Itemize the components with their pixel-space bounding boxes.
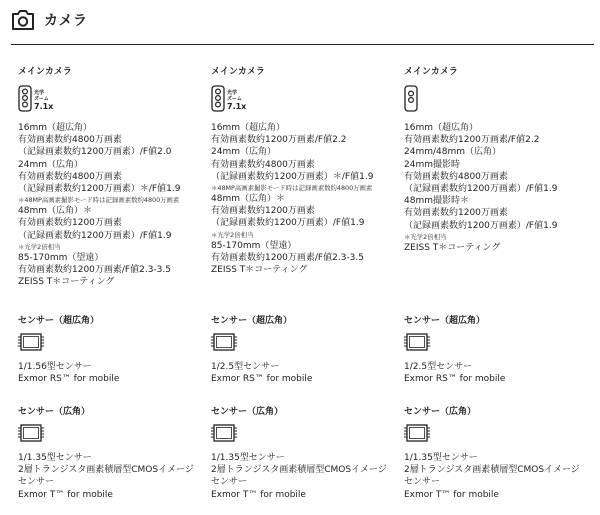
main-camera-title: メインカメラ: [404, 67, 458, 77]
page-title: カメラ: [44, 13, 88, 29]
spec-line: 有効画素数約1200万画素: [211, 206, 315, 217]
spec-footnote: ＊48MP高画素撮影モード時は記録画素数約4800万画素: [18, 196, 180, 205]
spec-list: [211, 122, 373, 276]
spec-line: 有効画素数約1200万画素/F値2.2: [404, 135, 540, 146]
sensor-size: 1/1.35型センサー: [211, 453, 285, 463]
sensor-chip-icon: [18, 332, 44, 352]
sensor-model: Exmor RS™ for mobile: [18, 374, 120, 385]
spec-line: ZEISS T＊コーティング: [211, 264, 308, 275]
spec-line: ZEISS T＊コーティング: [404, 242, 501, 253]
sensor-type: 2層トランジスタ画素積層型CMOSイメージセンサー: [404, 465, 580, 488]
sensor-model: Exmor RS™ for mobile: [404, 374, 506, 385]
sensor-size: 1/1.56型センサー: [18, 362, 92, 372]
spec-line: 48mm（広角）＊: [18, 206, 92, 217]
svg-text:ズーム: ズーム: [227, 96, 242, 102]
sensor-wide-title: センサー（広角）: [404, 407, 477, 417]
spec-list: [404, 122, 557, 254]
sensor-type: 2層トランジスタ画素積層型CMOSイメージセンサー: [18, 465, 194, 488]
sensor-model: Exmor T™ for mobile: [18, 489, 113, 500]
sensor-wide-specs: [18, 452, 196, 501]
spec-line: （記録画素数約1200万画素）/F値1.9: [18, 230, 172, 241]
spec-footnote: ＊光学2倍相当: [211, 230, 254, 239]
sensor-model: Exmor T™ for mobile: [404, 489, 499, 500]
spec-footnote: ＊光学2倍相当: [404, 232, 447, 241]
sensor-size: 1/1.35型センサー: [18, 453, 92, 463]
spec-line: 有効画素数約1200万画素/F値2.2: [211, 135, 347, 146]
spec-line: 有効画素数約1200万画素: [404, 208, 508, 219]
spec-footnote: ＊48MP高画素撮影モード時は記録画素数約4800万画素: [211, 183, 373, 192]
spec-line: 24mm（広角）: [18, 159, 83, 170]
sensor-model: Exmor RS™ for mobile: [211, 374, 313, 385]
spec-line: 24mm撮影時: [404, 159, 460, 170]
spec-line: 有効画素数約4800万画素: [211, 159, 315, 170]
sensor-size: 1/2.5型センサー: [211, 362, 280, 372]
spec-line: 24mm（広角）: [211, 147, 276, 158]
sensor-wide-specs: [404, 452, 582, 501]
sensor-size: 1/1.35型センサー: [404, 453, 478, 463]
sensor-type: 2層トランジスタ画素積層型CMOSイメージセンサー: [211, 465, 387, 488]
camera-icon: [11, 9, 35, 31]
spec-line: 24mm/48mm（広角）: [404, 147, 502, 158]
spec-line: （記録画素数約1200万画素）＊/F値1.9: [211, 171, 374, 182]
sensor-ultrawide-specs: [404, 361, 505, 385]
sensor-chip-icon: [211, 332, 237, 352]
spec-line: （記録画素数約1200万画素）/F値1.9: [211, 218, 365, 229]
spec-line: （記録画素数約1200万画素）/F値1.9: [404, 220, 558, 231]
triple-lens-icon: [18, 85, 68, 113]
sensor-ultrawide-title: センサー（超広角）: [211, 316, 293, 326]
sensor-size: 1/2.5型センサー: [404, 362, 473, 372]
spec-line: （記録画素数約1200万画素）/F値2.0: [18, 147, 172, 158]
spec-line: 48mm（広角）＊: [211, 193, 285, 204]
sensor-ultrawide-title: センサー（超広角）: [404, 316, 486, 326]
svg-text:7.1x: 7.1x: [34, 102, 54, 111]
spec-line: 85-170mm（望遠）: [211, 240, 297, 251]
spec-line: （記録画素数約1200万画素）/F値1.9: [404, 183, 558, 194]
spec-line: ZEISS T＊コーティング: [18, 277, 115, 288]
spec-line: 有効画素数約4800万画素: [404, 171, 508, 182]
sensor-model: Exmor T™ for mobile: [211, 489, 306, 500]
spec-footnote: ＊光学2倍相当: [18, 242, 61, 251]
sensor-ultrawide-title: センサー（超広角）: [18, 316, 100, 326]
sensor-chip-icon: [404, 423, 430, 443]
spec-line: 有効画素数約4800万画素: [18, 135, 122, 146]
sensor-wide-title: センサー（広角）: [18, 407, 91, 417]
main-camera-title: メインカメラ: [211, 67, 265, 77]
header-divider: [11, 44, 594, 45]
spec-line: 有効画素数約1200万画素: [18, 218, 122, 229]
spec-list: [18, 122, 180, 288]
sensor-wide-specs: [211, 452, 389, 501]
sensor-chip-icon: [18, 423, 44, 443]
svg-text:光学: 光学: [227, 90, 238, 96]
svg-text:光学: 光学: [34, 90, 45, 96]
sensor-chip-icon: [211, 423, 237, 443]
svg-text:7.1x: 7.1x: [227, 102, 247, 111]
spec-line: 48mm撮影時＊: [404, 196, 469, 207]
dual-lens-icon: [404, 85, 420, 113]
spec-line: 16mm（超広角）: [404, 123, 478, 133]
main-camera-title: メインカメラ: [18, 67, 72, 77]
sensor-ultrawide-specs: [18, 361, 119, 385]
spec-line: 有効画素数約4800万画素: [18, 171, 122, 182]
sensor-wide-title: センサー（広角）: [211, 407, 284, 417]
section-header: [11, 7, 88, 33]
spec-line: 16mm（超広角）: [211, 123, 285, 133]
sensor-chip-icon: [404, 332, 430, 352]
sensor-ultrawide-specs: [211, 361, 312, 385]
triple-lens-icon: [211, 85, 261, 113]
svg-text:ズーム: ズーム: [34, 96, 49, 102]
spec-line: 16mm（超広角）: [18, 123, 92, 133]
spec-line: 有効画素数約1200万画素/F値2.3-3.5: [18, 264, 171, 275]
spec-line: （記録画素数約1200万画素）＊/F値1.9: [18, 183, 181, 194]
spec-line: 85-170mm（望遠）: [18, 252, 104, 263]
spec-line: 有効画素数約1200万画素/F値2.3-3.5: [211, 252, 364, 263]
